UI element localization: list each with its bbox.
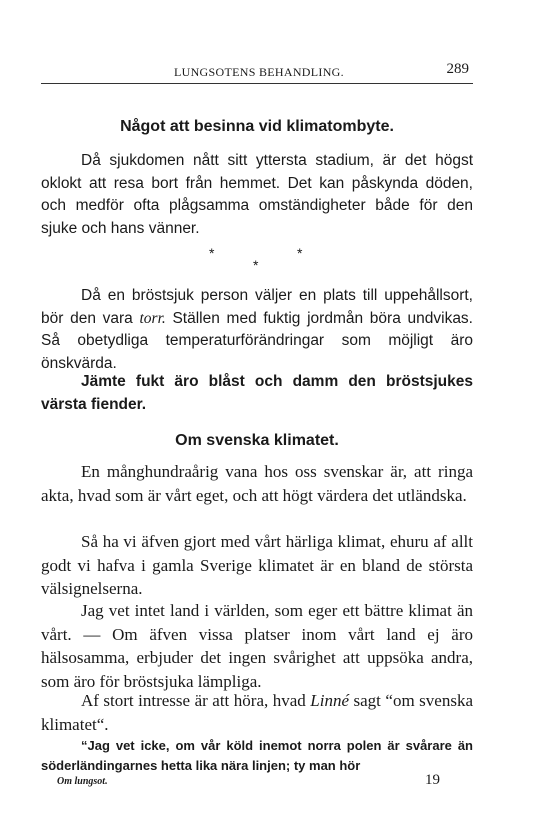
section-heading-climate-change: Något att besinna vid klimatombyte. <box>120 118 394 135</box>
header-rule <box>41 83 473 84</box>
asterisk-separator: * <box>209 245 215 261</box>
footer-signature: Om lungsot. <box>57 776 108 787</box>
quote-linne: “Jag vet icke, om vår köld inemot norra polen är svårare än söderländingarnes hetta lika nära linjen; ty man hör <box>41 738 473 773</box>
emphasis-linne: Linné <box>310 691 350 710</box>
bold-statement-enemies: Jämte fukt äro blåst och damm den bröstsjukes värsta fiender. <box>41 373 473 413</box>
asterisk-separator: * <box>297 245 303 261</box>
paragraph-habit: En månghundraårig vana hos oss svenskar är, att ringa akta, hvad som är vårt eget, och att högt värdera det utländska. <box>41 462 473 505</box>
section-heading-swedish-climate: Om svenska klimatet. <box>175 432 339 449</box>
paragraph-terminal-stage: Då sjukdomen nått sitt yttersta stadium, är det högst oklokt att resa bort från hemmet. Det kan påskynda döden, och medför ofta plågsamma omständigheter både för den sjuke och hans vänner. <box>41 152 473 237</box>
paragraph-best-climate: Jag vet intet land i världen, som eger ett bättre klimat än vårt. — Om äfven vissa platser inom vårt land ej äro hälsosamma, erbjuder det ingen svårighet att uppsöka andra, som äro för bröstsjuka lämpliga. <box>41 601 473 691</box>
page-number: 289 <box>446 61 469 77</box>
footer-sheet-number: 19 <box>425 772 440 788</box>
paragraph-climate-blessing: Så ha vi äfven gjort med vårt härliga klimat, ehuru af allt godt vi hafva i gamla Sverige klimatet är en bland de största välsignelserna. <box>41 532 473 598</box>
running-head: LUNGSOTENS BEHANDLING. <box>174 65 344 79</box>
paragraph-linne: Af stort intresse är att höra, hvad Linné sagt “om svenska klimatet“. <box>41 691 473 734</box>
emphasis-dry: torr. <box>139 309 166 327</box>
asterisk-separator: * <box>253 257 259 273</box>
page-header <box>41 63 471 83</box>
paragraph-choose-location: Då en bröstsjuk person väljer en plats till uppehållsort, bör den vara torr. Ställen med fuktig jordmån böra undvikas. Så obetydliga temperaturförändringar som möjligt äro önskvärda. <box>41 287 473 372</box>
